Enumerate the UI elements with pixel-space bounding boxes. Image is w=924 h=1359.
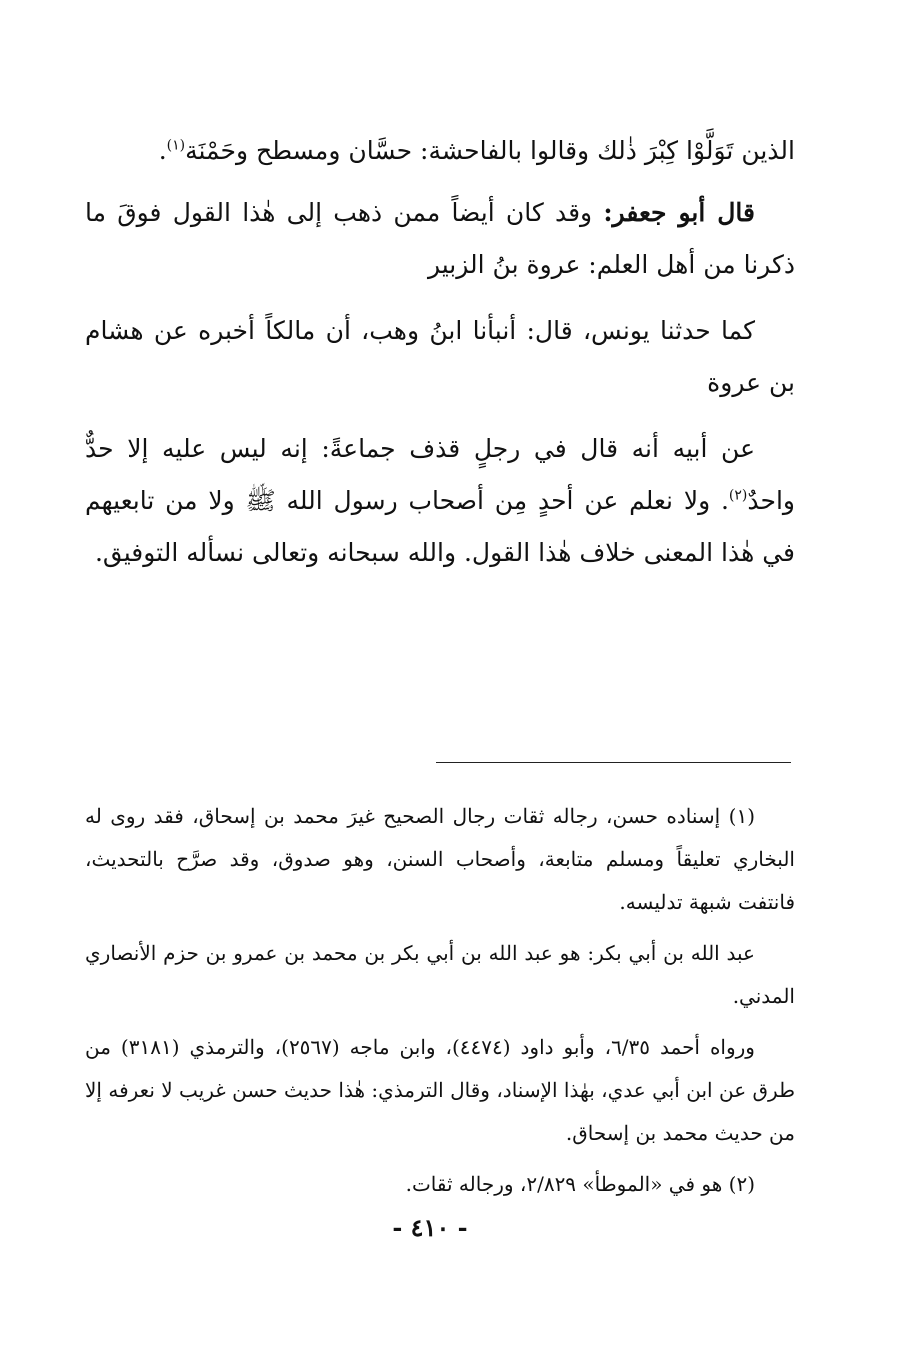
paragraph-2-text: وقد كان أيضاً ممن ذهب إلى هٰذا القول فوقَ ما ذكرنا من أهل العلم: عروة بنُ الزبير (85, 198, 795, 279)
paragraph-1-end: . (158, 136, 167, 165)
footnote-ref-2[interactable]: (٢) (728, 487, 748, 504)
paragraph-4-text-b: . ولا نعلم عن أحدٍ مِن أصحاب رسول الله ﷺ ولا من تابعيهم في هٰذا المعنى خلاف هٰذا القول. والله سبحانه وتعالى نسأله التوفيق. (85, 486, 795, 567)
footnote-1-continued: عبد الله بن أبي بكر: هو عبد الله بن أبي بكر بن محمد بن عمرو بن حزم الأنصاري المدني. (85, 941, 795, 1008)
footnote-ref-1[interactable]: (١) (166, 137, 186, 154)
footnote-divider (436, 762, 791, 763)
paragraph-4-text-a: عن أبيه أنه قال في رجلٍ قذف جماعةً: إنه ليس عليه إلا حدٌّ واحدٌ (85, 434, 795, 515)
footnote-2: (٢) هو في «الموطأ» ٢/٨٢٩، ورجاله ثقات. (405, 1172, 755, 1196)
main-text (85, 125, 795, 593)
speaker-label: قال أبو جعفر: (603, 198, 755, 227)
footnotes (85, 795, 795, 1214)
footnote-1-sources: ورواه أحمد ٦/٣٥، وأبو داود (٤٤٧٤)، وابن ماجه (٢٥٦٧)، والترمذي (٣١٨١) من طرق عن ابن أبي عدي، بهٰذا الإسناد، وقال الترمذي: هٰذا حديث حسن غريب لا نعرفه إلا من حديث محمد بن إسحاق. (85, 1035, 795, 1145)
paragraph-1-text: الذين تَوَلَّوْا كِبْرَ ذٰلك وقالوا بالفاحشة: حسَّان ومسطح وحَمْنَة (185, 136, 795, 165)
page-number: - ٤١٠ - (392, 1213, 468, 1242)
paragraph-3: كما حدثنا يونس، قال: أنبأنا ابنُ وهب، أن مالكاً أخبره عن هشام بن عروة (85, 316, 795, 397)
paragraph-1 (85, 125, 795, 177)
paragraph-4 (85, 423, 795, 579)
footnote-1: (١) إسناده حسن، رجاله ثقات رجال الصحيح غيرَ محمد بن إسحاق، فقد روى له البخاري تعليقاً ومسلم متابعة، وأصحاب السنن، وهو صدوق، وقد صرَّح بالتحديث، فانتفت شبهة تدليسه. (85, 804, 795, 914)
paragraph-2 (85, 187, 795, 291)
